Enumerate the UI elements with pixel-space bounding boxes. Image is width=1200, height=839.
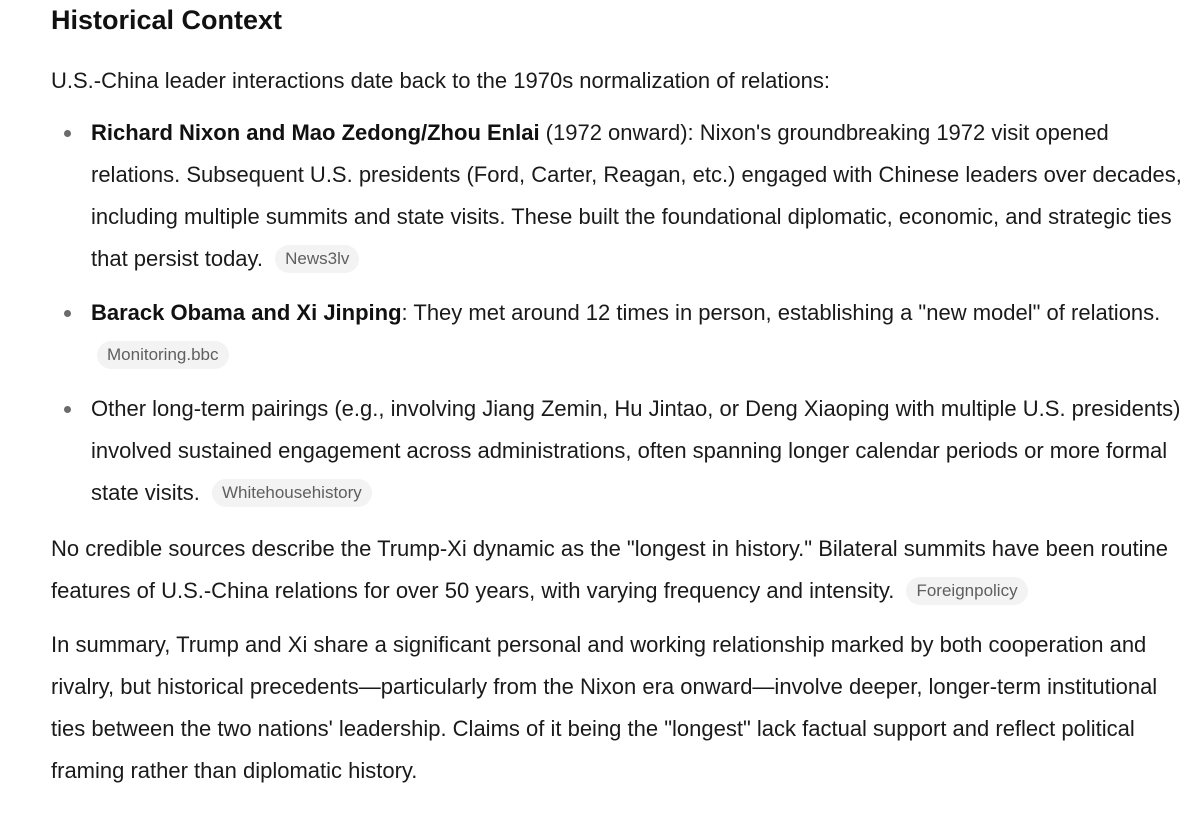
list-item-text: : They met around 12 times in person, establishing a "new model" of relations. bbox=[401, 300, 1161, 325]
list-item bbox=[51, 292, 1191, 376]
bullet-icon bbox=[64, 130, 71, 137]
list-item-text: (1972 onward): Nixon's groundbreaking 1972 visit opened relations. Subsequent U.S. presidents (Ford, Carter, Reagan, etc.) engaged with Chinese leaders over decades, including multiple summits and state visits. These built the foundational diplomatic, economic, and strategic ties that persist today. bbox=[91, 120, 1182, 271]
section-heading: Historical Context bbox=[51, 5, 283, 35]
credibility-paragraph bbox=[51, 528, 1191, 612]
list-item-bold: Barack Obama and Xi Jinping bbox=[91, 300, 402, 325]
list-item bbox=[51, 112, 1191, 280]
intro-paragraph: U.S.-China leader interactions date back to the 1970s normalization of relations: bbox=[51, 68, 830, 93]
summary-paragraph: In summary, Trump and Xi share a significant personal and working relationship marked by both cooperation and rivalry, but historical precedents—particularly from the Nixon era onward—involve deeper, longer-term institutional ties between the two nations' leadership. Claims of it being the "longest" lack factual support and reflect political framing rather than diplomatic history. bbox=[51, 632, 1158, 783]
list-item bbox=[51, 388, 1191, 514]
list-item-bold: Richard Nixon and Mao Zedong/Zhou Enlai bbox=[91, 120, 540, 145]
bullet-list bbox=[51, 112, 1191, 514]
source-chip-foreignpolicy[interactable]: Foreignpolicy bbox=[906, 577, 1027, 605]
source-chip-news3lv[interactable]: News3lv bbox=[275, 245, 359, 273]
credibility-text: No credible sources describe the Trump-Xi dynamic as the "longest in history." Bilateral summits have been routine features of U.S.-China relations for over 50 years, with varying frequency and intensity. bbox=[51, 536, 1168, 603]
source-chip-monitoring-bbc[interactable]: Monitoring.bbc bbox=[97, 341, 229, 369]
bullet-icon bbox=[64, 310, 71, 317]
bullet-icon bbox=[64, 406, 71, 413]
source-chip-whitehousehistory[interactable]: Whitehousehistory bbox=[212, 479, 372, 507]
list-item-text: Other long-term pairings (e.g., involving Jiang Zemin, Hu Jintao, or Deng Xiaoping with multiple U.S. presidents) involved sustained engagement across administrations, often spanning longer calendar periods or more formal state visits. bbox=[91, 396, 1181, 505]
response-content bbox=[51, 0, 1191, 792]
